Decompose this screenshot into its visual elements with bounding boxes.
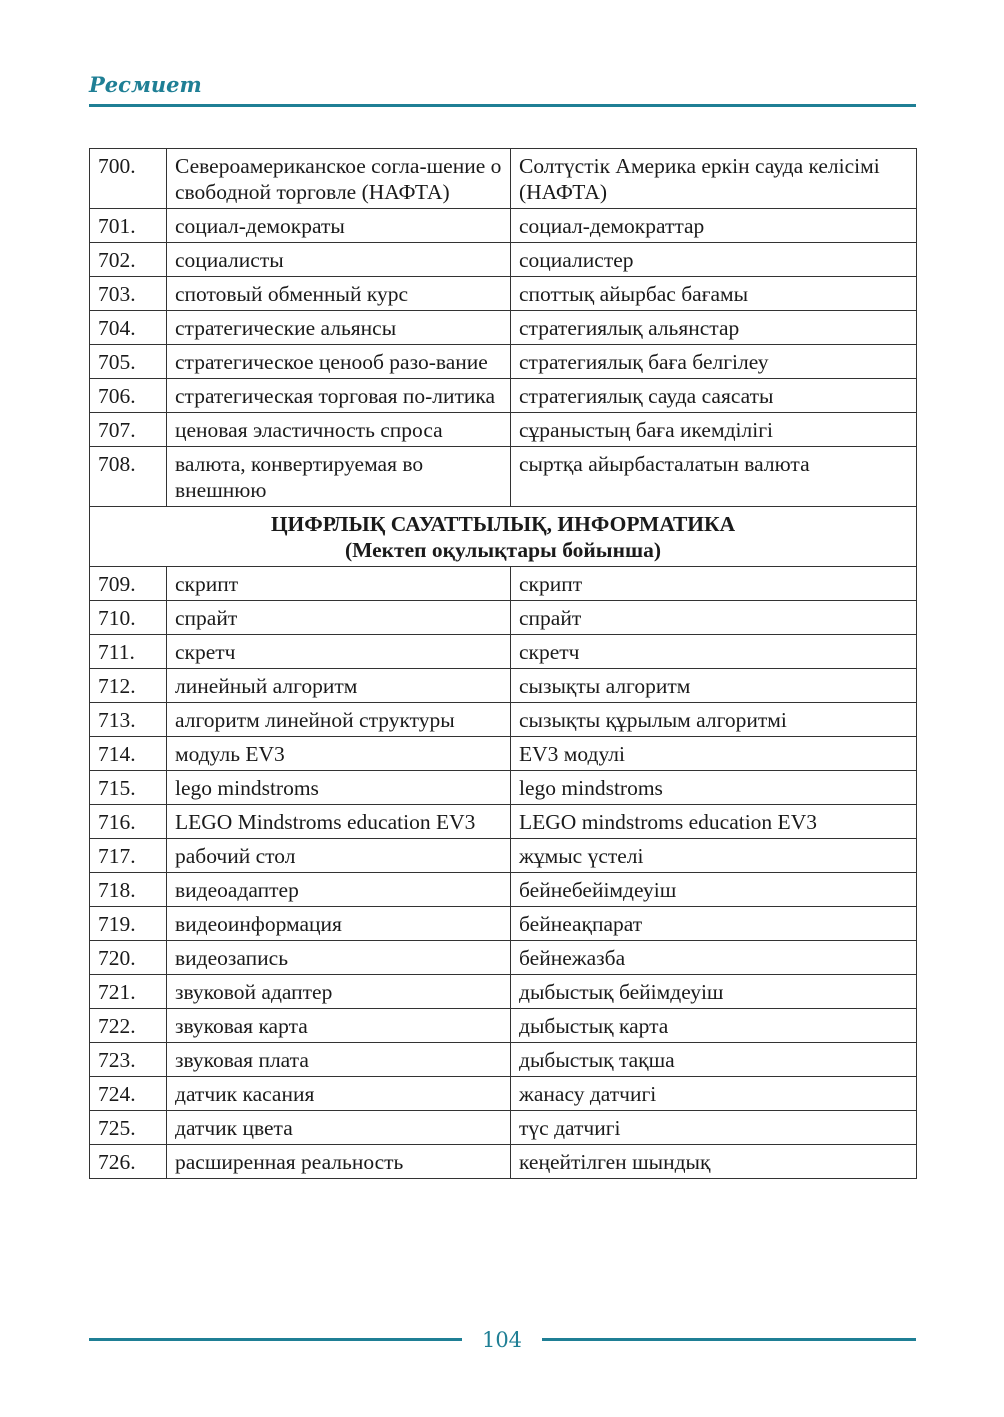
term-russian: алгоритм линейной структуры [167,703,511,737]
section-heading-row [90,507,917,567]
term-kazakh: сызықты құрылым алгоритмі [511,703,917,737]
table-row [90,975,917,1009]
footer-rule-right [542,1338,916,1341]
term-russian: модуль EV3 [167,737,511,771]
table-row [90,447,917,507]
table-row [90,635,917,669]
term-kazakh: дыбыстық бейімдеуіш [511,975,917,1009]
table-row [90,277,917,311]
term-kazakh: спрайт [511,601,917,635]
term-number: 725. [90,1111,167,1145]
term-kazakh: EV3 модулі [511,737,917,771]
table-row [90,737,917,771]
term-kazakh: скретч [511,635,917,669]
term-russian: lego mindstroms [167,771,511,805]
term-russian: валюта, конвертируемая во внешнюю [167,447,511,507]
term-russian: стратегическое ценооб разо-вание [167,345,511,379]
term-number: 711. [90,635,167,669]
term-russian: скрипт [167,567,511,601]
term-number: 721. [90,975,167,1009]
term-kazakh: стратегиялық баға белгілеу [511,345,917,379]
term-russian: звуковой адаптер [167,975,511,1009]
term-russian: линейный алгоритм [167,669,511,703]
footer-rule-left [89,1338,462,1341]
term-number: 712. [90,669,167,703]
table-row [90,805,917,839]
term-russian: расширенная реальность [167,1145,511,1179]
section-subtitle: (Мектеп оқулықтары бойынша) [344,538,662,562]
table-row [90,1145,917,1179]
term-number: 719. [90,907,167,941]
term-number: 710. [90,601,167,635]
term-kazakh: кеңейтілген шындық [511,1145,917,1179]
term-kazakh: бейнежазба [511,941,917,975]
term-russian: видеоинформация [167,907,511,941]
term-kazakh: сұраныстың баға икемділігі [511,413,917,447]
term-number: 713. [90,703,167,737]
term-number: 720. [90,941,167,975]
term-russian: звуковая плата [167,1043,511,1077]
term-kazakh: LEGO mindstroms education EV3 [511,805,917,839]
term-russian: скретч [167,635,511,669]
table-row [90,1009,917,1043]
table-row [90,1111,917,1145]
term-kazakh: стратегиялық сауда саясаты [511,379,917,413]
table-row [90,941,917,975]
term-number: 718. [90,873,167,907]
term-number: 708. [90,447,167,507]
table-row [90,209,917,243]
term-kazakh: стратегиялық альянстар [511,311,917,345]
term-number: 715. [90,771,167,805]
header-rule [89,104,916,107]
term-kazakh: жанасу датчигі [511,1077,917,1111]
section-heading [90,507,917,567]
table-row [90,771,917,805]
term-number: 722. [90,1009,167,1043]
term-kazakh: сызықты алгоритм [511,669,917,703]
table-row [90,345,917,379]
term-number: 705. [90,345,167,379]
term-kazakh: споттық айырбас бағамы [511,277,917,311]
section-title: ЦИФРЛЫҚ САУАТТЫЛЫҚ, ИНФОРМАТИКА [270,512,736,536]
term-kazakh: Солтүстік Америка еркін сауда келісімі (НАФТА) [511,149,917,209]
term-kazakh: бейнебейімдеуіш [511,873,917,907]
term-number: 709. [90,567,167,601]
term-russian: социалисты [167,243,511,277]
term-russian: спрайт [167,601,511,635]
term-number: 724. [90,1077,167,1111]
term-russian: социал-демократы [167,209,511,243]
table-row [90,907,917,941]
term-number: 704. [90,311,167,345]
running-header-title: Ресмиет [89,72,202,97]
term-kazakh: lego mindstroms [511,771,917,805]
table-row [90,149,917,209]
table-row [90,669,917,703]
table-row [90,703,917,737]
table-row [90,1043,917,1077]
table-row [90,243,917,277]
term-russian: LEGO Mindstroms education EV3 [167,805,511,839]
term-russian: звуковая карта [167,1009,511,1043]
table-row [90,601,917,635]
table-row [90,379,917,413]
term-russian: ценовая эластичность спроса [167,413,511,447]
term-kazakh: дыбыстық тақша [511,1043,917,1077]
term-number: 714. [90,737,167,771]
term-russian: спотовый обменный курс [167,277,511,311]
table-row [90,413,917,447]
term-kazakh: скрипт [511,567,917,601]
term-russian: видеоадаптер [167,873,511,907]
term-kazakh: дыбыстық карта [511,1009,917,1043]
term-kazakh: бейнеақпарат [511,907,917,941]
term-russian: стратегическая торговая по-литика [167,379,511,413]
glossary-table [89,148,917,1179]
term-russian: стратегические альянсы [167,311,511,345]
term-number: 707. [90,413,167,447]
table-row [90,311,917,345]
term-russian: датчик касания [167,1077,511,1111]
page-number: 104 [481,1328,523,1352]
term-number: 716. [90,805,167,839]
term-number: 702. [90,243,167,277]
term-number: 706. [90,379,167,413]
term-number: 726. [90,1145,167,1179]
term-russian: рабочий стол [167,839,511,873]
term-kazakh: жұмыс үстелі [511,839,917,873]
term-number: 700. [90,149,167,209]
term-kazakh: сыртқа айырбасталатын валюта [511,447,917,507]
table-row [90,1077,917,1111]
term-number: 717. [90,839,167,873]
table-row [90,873,917,907]
term-russian: Североамериканское согла-шение о свободной торговле (НАФТА) [167,149,511,209]
term-kazakh: түс датчигі [511,1111,917,1145]
table-row [90,839,917,873]
term-number: 703. [90,277,167,311]
term-number: 723. [90,1043,167,1077]
term-number: 701. [90,209,167,243]
term-kazakh: социалистер [511,243,917,277]
term-kazakh: социал-демократтар [511,209,917,243]
table-row [90,567,917,601]
term-russian: видеозапись [167,941,511,975]
term-russian: датчик цвета [167,1111,511,1145]
